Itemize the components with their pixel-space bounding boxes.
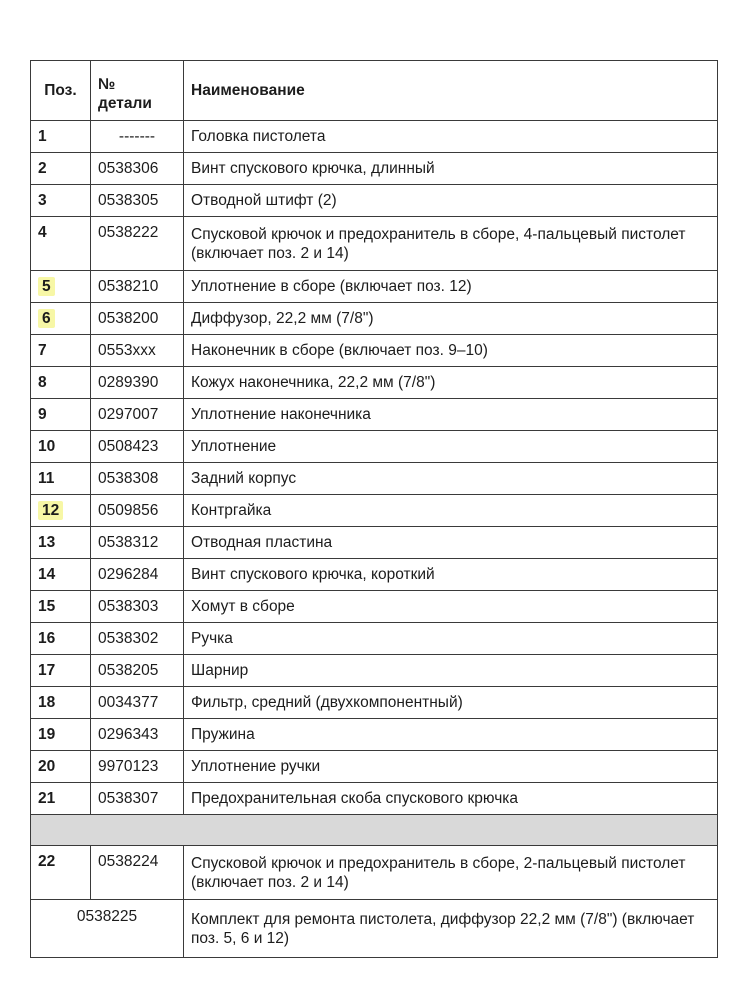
name-cell: Спусковой крючок и предохранитель в сборе, 4-пальцевый пистолет (включает поз. 2 и 14) [184,217,718,271]
part-number-cell: 0538308 [91,463,184,495]
part-number-cell: 0509856 [91,495,184,527]
header-part-line2: детали [98,95,152,112]
name-cell: Винт спускового крючка, короткий [184,559,718,591]
pos-cell: 7 [31,335,91,367]
part-number-cell: 0538222 [91,217,184,271]
name-cell: Ручка [184,623,718,655]
part-number-cell: 0538306 [91,153,184,185]
pos-cell: 11 [31,463,91,495]
table-row [31,623,718,655]
name-cell: Диффузор, 22,2 мм (7/8") [184,303,718,335]
part-number-cell: 0538307 [91,783,184,815]
name-cell: Фильтр, средний (двухкомпонентный) [184,687,718,719]
table-row [31,527,718,559]
kit-name-cell: Комплект для ремонта пистолета, диффузор 22,2 мм (7/8") (включает поз. 5, 6 и 12) [184,900,718,958]
table-body [31,121,718,958]
pos-cell: 10 [31,431,91,463]
part-number-cell: 0538200 [91,303,184,335]
table-row [31,751,718,783]
part-number-cell: 0538302 [91,623,184,655]
highlight-mark: 5 [38,277,55,296]
table-row [31,399,718,431]
table-row [31,431,718,463]
part-number-cell: 0289390 [91,367,184,399]
pos-cell [31,495,91,527]
part-number-cell: 0538305 [91,185,184,217]
kit-part-number-cell: 0538225 [31,900,184,958]
part-number-cell: 0508423 [91,431,184,463]
pos-cell: 15 [31,591,91,623]
table-row [31,719,718,751]
name-cell: Кожух наконечника, 22,2 мм (7/8") [184,367,718,399]
name-cell: Отводная пластина [184,527,718,559]
pos-cell [31,303,91,335]
table-row [31,185,718,217]
table-row [31,846,718,900]
name-cell: Уплотнение наконечника [184,399,718,431]
header-pos: Поз. [31,61,91,121]
parts-table [30,60,718,958]
name-cell: Уплотнение ручки [184,751,718,783]
part-number-cell: 0553xxx [91,335,184,367]
kit-row [31,900,718,958]
pos-cell: 13 [31,527,91,559]
name-cell: Наконечник в сборе (включает поз. 9–10) [184,335,718,367]
pos-cell: 21 [31,783,91,815]
pos-cell: 3 [31,185,91,217]
table-row [31,655,718,687]
table-row [31,153,718,185]
separator-cell [31,815,718,846]
name-cell: Хомут в сборе [184,591,718,623]
part-number-cell: ------- [91,121,184,153]
separator-row [31,815,718,846]
table-row [31,591,718,623]
part-number-cell: 0034377 [91,687,184,719]
pos-cell: 9 [31,399,91,431]
table-row [31,121,718,153]
name-cell: Отводной штифт (2) [184,185,718,217]
highlight-mark: 12 [38,501,63,520]
table-row [31,335,718,367]
pos-cell: 8 [31,367,91,399]
highlight-mark: 6 [38,309,55,328]
table-row [31,303,718,335]
table-header-row [31,61,718,121]
part-number-cell: 0297007 [91,399,184,431]
name-cell: Уплотнение [184,431,718,463]
pos-cell [31,271,91,303]
name-cell: Задний корпус [184,463,718,495]
pos-cell: 20 [31,751,91,783]
header-part-line1: № [98,76,116,93]
name-cell: Спусковой крючок и предохранитель в сборе, 2-пальцевый пистолет (включает поз. 2 и 14) [184,846,718,900]
pos-cell: 4 [31,217,91,271]
pos-cell: 22 [31,846,91,900]
part-number-cell: 9970123 [91,751,184,783]
part-number-cell: 0538210 [91,271,184,303]
name-cell: Уплотнение в сборе (включает поз. 12) [184,271,718,303]
table-row [31,687,718,719]
pos-cell: 19 [31,719,91,751]
pos-cell: 1 [31,121,91,153]
table-row [31,559,718,591]
header-name: Наименование [184,61,718,121]
name-cell: Предохранительная скоба спускового крючка [184,783,718,815]
name-cell: Винт спускового крючка, длинный [184,153,718,185]
table-row [31,271,718,303]
part-number-cell: 0296343 [91,719,184,751]
table-row [31,783,718,815]
part-number-cell: 0296284 [91,559,184,591]
name-cell: Шарнир [184,655,718,687]
name-cell: Контргайка [184,495,718,527]
header-part-number [91,61,184,121]
part-number-cell: 0538303 [91,591,184,623]
pos-cell: 17 [31,655,91,687]
table-row [31,217,718,271]
pos-cell: 14 [31,559,91,591]
name-cell: Головка пистолета [184,121,718,153]
part-number-cell: 0538224 [91,846,184,900]
table-row [31,495,718,527]
pos-cell: 18 [31,687,91,719]
pos-cell: 16 [31,623,91,655]
part-number-cell: 0538205 [91,655,184,687]
part-number-cell: 0538312 [91,527,184,559]
pos-cell: 2 [31,153,91,185]
name-cell: Пружина [184,719,718,751]
table-row [31,367,718,399]
table-row [31,463,718,495]
